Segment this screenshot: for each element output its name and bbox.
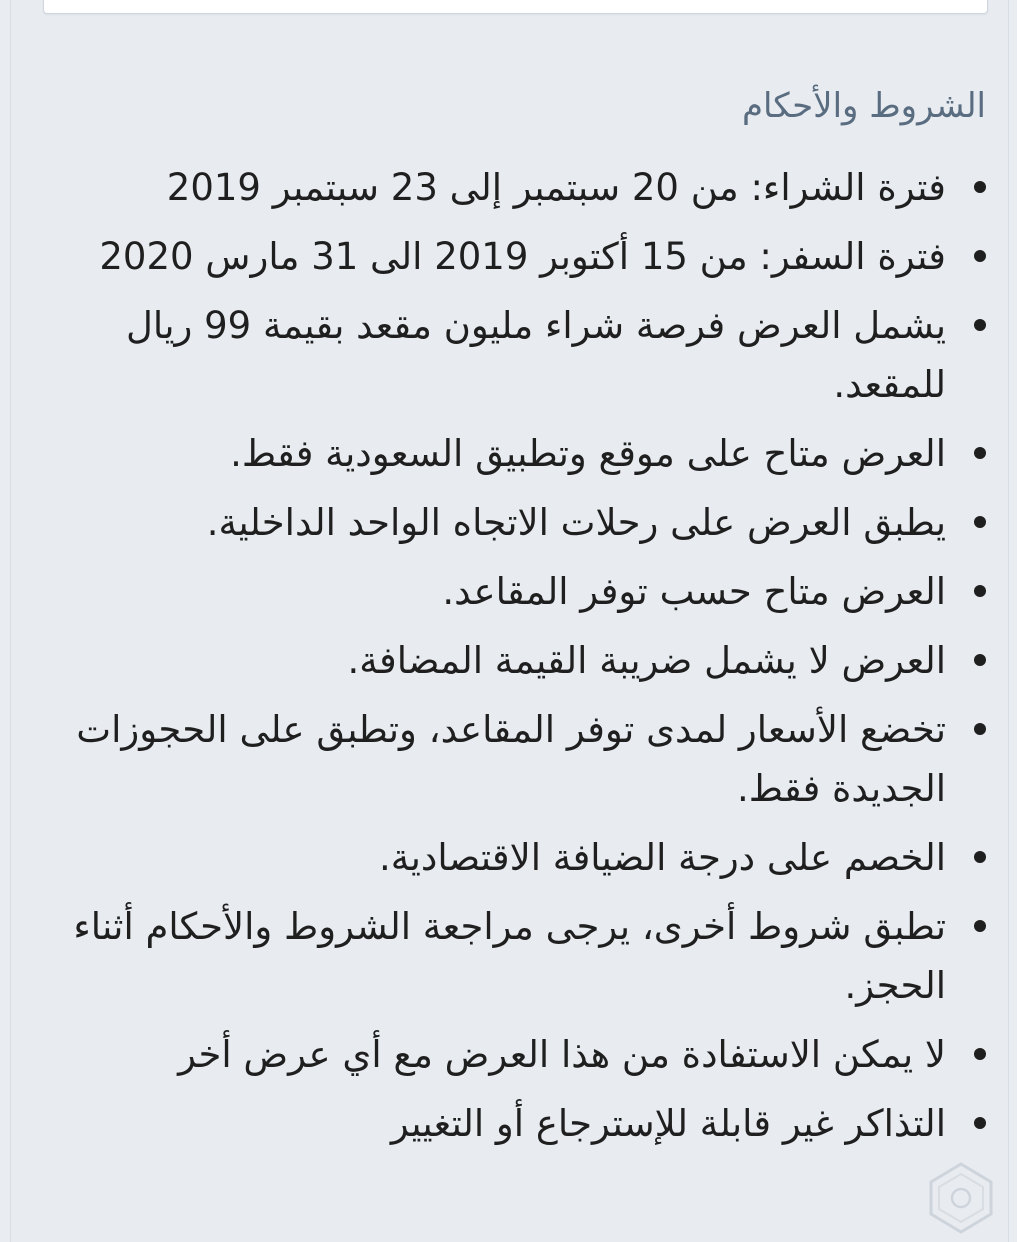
- list-item: [41, 828, 986, 887]
- bullet-dot-icon: [974, 319, 986, 331]
- bullet-dot-icon: [974, 851, 986, 863]
- term-text: يطبق العرض على رحلات الاتجاه الواحد الداخلية.: [206, 501, 946, 544]
- section-title: الشروط والأحكام: [741, 86, 986, 126]
- terms-section: [41, 80, 986, 1163]
- list-item: [41, 158, 986, 217]
- term-text: فترة الشراء: من 20 سبتمبر إلى 23 سبتمبر 2019: [166, 166, 946, 209]
- term-text: لا يمكن الاستفادة من هذا العرض مع أي عرض أخر: [178, 1033, 946, 1076]
- list-item: [41, 424, 986, 483]
- list-item: [41, 227, 986, 286]
- bullet-dot-icon: [974, 585, 986, 597]
- bullet-dot-icon: [974, 723, 986, 735]
- bullet-dot-icon: [974, 1117, 986, 1129]
- list-item: [41, 700, 986, 818]
- list-item: [41, 562, 986, 621]
- list-item: [41, 1094, 986, 1153]
- list-item: [41, 296, 986, 414]
- list-item: [41, 897, 986, 1015]
- bullet-dot-icon: [974, 1048, 986, 1060]
- term-text: تخضع الأسعار لمدى توفر المقاعد، وتطبق على الحجوزات الجديدة فقط.: [76, 708, 946, 810]
- watermark-logo-icon: [923, 1160, 999, 1236]
- list-item: [41, 493, 986, 552]
- bullet-dot-icon: [974, 516, 986, 528]
- list-item: [41, 631, 986, 690]
- page-background: [10, 0, 1009, 1242]
- term-text: العرض لا يشمل ضريبة القيمة المضافة.: [347, 639, 946, 682]
- bullet-dot-icon: [974, 654, 986, 666]
- bullet-dot-icon: [974, 447, 986, 459]
- term-text: التذاكر غير قابلة للإسترجاع أو التغيير: [390, 1102, 946, 1145]
- term-text: الخصم على درجة الضيافة الاقتصادية.: [379, 836, 946, 879]
- previous-card-edge: [43, 0, 988, 14]
- terms-list: [41, 158, 986, 1153]
- term-text: تطبق شروط أخرى، يرجى مراجعة الشروط والأحكام أثناء الحجز.: [73, 905, 946, 1007]
- term-text: يشمل العرض فرصة شراء مليون مقعد بقيمة 99 ريال للمقعد.: [126, 304, 946, 406]
- bullet-dot-icon: [974, 920, 986, 932]
- bullet-dot-icon: [974, 181, 986, 193]
- term-text: فترة السفر: من 15 أكتوبر 2019 الى 31 مارس 2020: [99, 235, 946, 278]
- term-text: العرض متاح على موقع وتطبيق السعودية فقط.: [230, 432, 946, 475]
- list-item: [41, 1025, 986, 1084]
- term-text: العرض متاح حسب توفر المقاعد.: [442, 570, 946, 613]
- bullet-dot-icon: [974, 250, 986, 262]
